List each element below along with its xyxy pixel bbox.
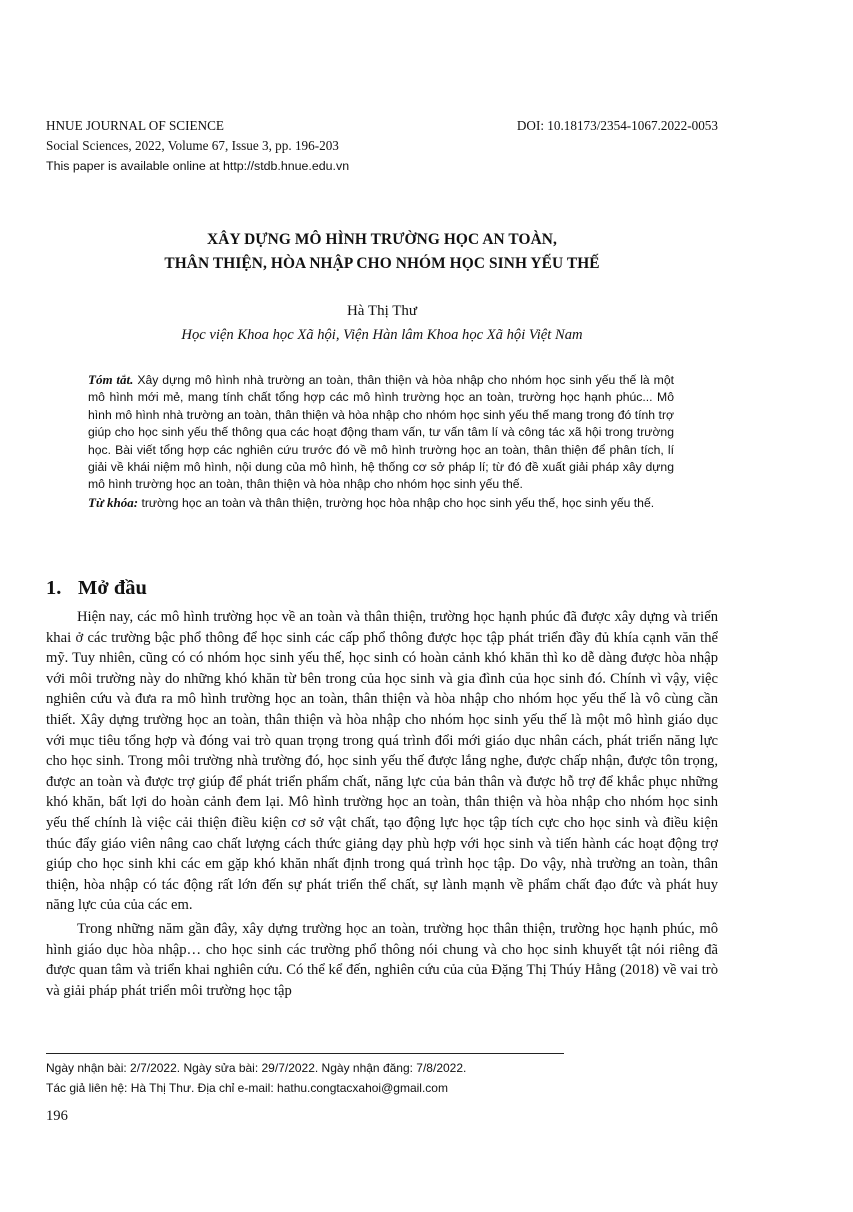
- section-title: Mở đầu: [78, 577, 147, 599]
- abstract-label: Tóm tắt.: [88, 372, 134, 387]
- keywords-label: Từ khóa:: [88, 494, 139, 510]
- abstract-paragraph: [88, 371, 674, 494]
- abstract-text: Xây dựng mô hình nhà trường an toàn, thân thiện và hòa nhập cho nhóm học sinh yếu thế là một mô hình mới mẻ, mang tính chất tổng hợp các mô hình trường học an toàn, trường học hạnh phúc... Mô hình mô hình nhà trường an toàn, thân thiện và hòa nhập cho nhóm học sinh yếu thế mang trong đó tính trợ giúp cho học sinh yếu thế thông qua các hoạt động tham vấn, tư vấn tâm lí và công tác xã hội trong trường học. Bài viết tổng hợp các nghiên cứu trước đó về mô hình trường học an toàn, thân thiện để phân tích, lí giải về khái niệm mô hình, nội dung của mô hình, hệ thống cơ sở pháp lí; từ đó đề xuất giải pháp xây dựng mô hình trường học an toàn, thân thiện và hòa nhập cho nhóm học sinh yếu thế.: [88, 373, 674, 492]
- title-line-2: THÂN THIỆN, HÒA NHẬP CHO NHÓM HỌC SINH YẾU THẾ: [164, 255, 600, 272]
- author-affiliation: Học viện Khoa học Xã hội, Viện Hàn lâm Khoa học Xã hội Việt Nam: [181, 327, 583, 343]
- author-name: Hà Thị Thư: [346, 303, 418, 319]
- abstract-block: [88, 371, 674, 512]
- footnotes: [46, 1058, 718, 1098]
- paper-title: [46, 228, 718, 276]
- issue-info: Social Sciences, 2022, Volume 67, Issue 3, pp. 196-203: [46, 138, 339, 153]
- footnote-dates: Ngày nhận bài: 2/7/2022. Ngày sửa bài: 29/7/2022. Ngày nhận đăng: 7/8/2022.: [46, 1061, 467, 1075]
- journal-name: HNUE JOURNAL OF SCIENCE: [46, 118, 224, 133]
- section-heading: [46, 575, 147, 601]
- journal-header: [46, 116, 718, 176]
- title-line-1: XÂY DỰNG MÔ HÌNH TRƯỜNG HỌC AN TOÀN,: [207, 231, 557, 248]
- keywords-paragraph: [88, 494, 674, 512]
- footnote-divider: [46, 1053, 564, 1054]
- footnote-contact: Tác giả liên hệ: Hà Thị Thư. Địa chỉ e-mail: hathu.congtacxahoi@gmail.com: [46, 1081, 448, 1095]
- availability-note: This paper is available online at http://stdb.hnue.edu.vn: [46, 159, 350, 173]
- page-number: 196: [46, 1108, 68, 1124]
- body-paragraph: Trong những năm gần đây, xây dựng trường học an toàn, trường học thân thiện, trường học hạnh phúc, mô hình giáo dục hòa nhập… cho học sinh các trường phổ thông nói chung và cho học sinh khuyết tật nói riêng đã được quan tâm và triển khai nghiên cứu. Có thể kể đến, nghiên cứu của của Đặng Thị Thúy Hằng (2018) về vai trò và giải pháp phát triển môi trường học tập: [46, 920, 718, 999]
- section-body: [46, 607, 718, 1001]
- section-number: 1.: [46, 577, 62, 599]
- keywords-text: trường học an toàn và thân thiện, trường học hòa nhập cho học sinh yếu thế, học sinh yếu thế.: [141, 495, 655, 510]
- doi-link[interactable]: DOI: 10.18173/2354-1067.2022-0053: [516, 118, 718, 133]
- body-paragraph: Hiện nay, các mô hình trường học về an toàn và thân thiện, trường học hạnh phúc đã được xây dựng và triển khai ở các trường bậc phổ thông để học sinh các cấp phổ thông được học tập phát triển đầy đủ khía cạnh văn thể mỹ. Tuy nhiên, cũng có có nhóm học sinh yếu thế, học sinh có hoàn cảnh khó khăn thì ko dễ dàng được hòa nhập với môi trường này do những khó khăn từ bên trong của học sinh và gia đình của học sinh đó. Chính vì vậy, việc nghiên cứu và đưa ra mô hình trường học an toàn, thân thiện và hòa nhập cho nhóm học yếu thế là vô cùng cần thiết. Xây dựng trường học an toàn, thân thiện và hòa nhập cho nhóm học sinh yếu thế là một mô hình giáo dục với mục tiêu tổng hợp và đóng vai trò quan trọng trong quá trình đổi mới giáo dục nhân cách, phát triển năng lực cho học sinh. Trong môi trường nhà trường đó, học sinh yếu thế được lắng nghe, được chấp nhận, được tôn trọng, được an toàn và được trợ giúp để phát triển phẩm chất, năng lực của bản thân và được hỗ trợ để khắc phục những khó khăn, bất lợi do hoàn cảnh đem lại. Mô hình trường học an toàn, thân thiện và hòa nhập cho nhóm học sinh yếu thế chính là việc cải thiện điều kiện cơ sở vật chất, tạo động lực học tập tích cực cho học sinh và điều kiện thúc đẩy giáo viên nâng cao chất lượng cách thức giảng dạy phù hợp với học sinh và tiến hành các hoạt động trợ giúp cho học sinh khi các em gặp khó khăn nhất định trong quá trình học tập. Do vậy, nhà trường an toàn, thân thiện, hòa nhập có tác động rất lớn đến sự phát triển thể chất, sự lành mạnh về phẩm chất đạo đức và phát huy năng lực của của các em.: [46, 609, 718, 914]
